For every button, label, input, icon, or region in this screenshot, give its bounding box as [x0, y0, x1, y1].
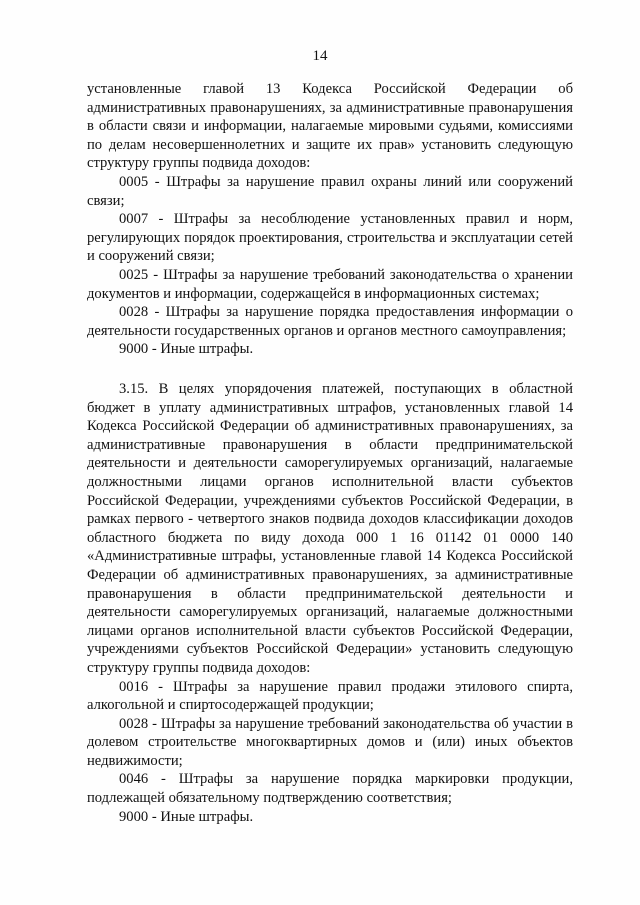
section-1-intro: установленные главой 13 Кодекса Российской Федерации об административных правонарушениях, за административные правонарушения в области связи и информации, налагаемые мировыми судьями, комиссиями по делам несовершеннолетних и защите их прав» установить следующую структуру группы подвида доходов:: [87, 81, 573, 172]
list-item: 0046 - Штрафы за нарушение порядка маркировки продукции, подлежащей обязательному подтверждению соответствия;: [87, 771, 573, 807]
list-item: 0025 - Штрафы за нарушение требований законодательства о хранении документов и информации, содержащейся в информационных системах;: [87, 266, 573, 302]
section-fines-chapter-13: [87, 80, 573, 359]
list-item: 0016 - Штрафы за нарушение правил продажи этилового спирта, алкогольной и спиртосодержащей продукции;: [87, 678, 573, 714]
list-item: 0028 - Штрафы за нарушение порядка предоставления информации о деятельности государственных органов и органов местного самоуправления;: [87, 304, 573, 339]
list-item: 9000 - Иные штрафы.: [119, 808, 254, 825]
list-item: 0005 - Штрафы за нарушение правил охраны линий или сооружений связи;: [87, 173, 573, 209]
list-item: 9000 - Иные штрафы.: [119, 341, 254, 358]
section-3-15: [87, 380, 573, 826]
list-item: 0007 - Штрафы за несоблюдение установленных правил и норм, регулирующих порядок проектирования, строительства и эксплуатации сетей и сооружений связи;: [87, 211, 573, 265]
section-2-intro: 3.15. В целях упорядочения платежей, поступающих в областной бюджет в уплату административных штрафов, установленных главой 14 Кодекса Российской Федерации об административных правонарушениях, за административные правонарушения в области предпринимательской деятельности и деятельности саморегулируемых организаций, налагаемые должностными лицами органов исполнительной власти субъектов Российской Федерации, учреждениями субъектов Российской Федерации, в рамках первого - четвертого знаков подвида доходов классификации доходов областного бюджета по виду дохода 000 1 16 01142 01 0000 140 «Административные штрафы, установленные главой 14 Кодекса Российской Федерации об административных правонарушениях, за административные правонарушения в области предпринимательской деятельности и деятельности саморегулируемых организаций, налагаемые должностными лицами органов исполнительной власти субъектов Российской Федерации, учреждениями субъектов Российской Федерации» установить следующую структуру группы подвида доходов:: [87, 381, 573, 676]
list-item: 0028 - Штрафы за нарушение требований законодательства об участии в долевом строительстве многоквартирных домов и (или) иных объектов недвижимости;: [87, 715, 573, 769]
page-number: 14: [312, 48, 328, 64]
